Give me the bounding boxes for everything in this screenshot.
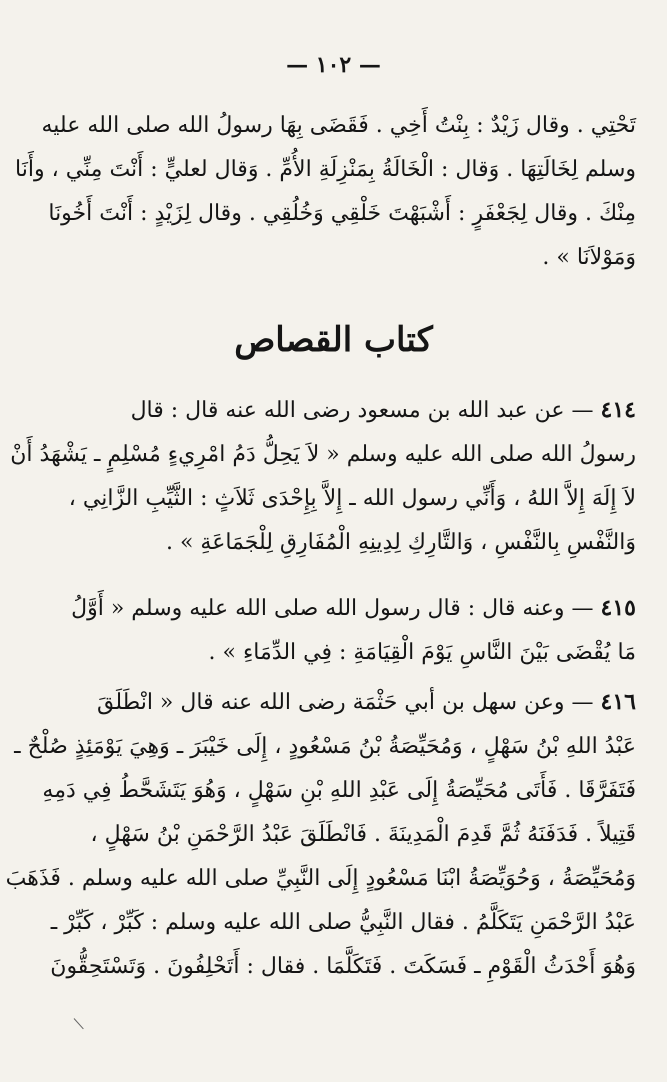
intro-line: وَمَوْلاَنَا » . — [542, 245, 636, 270]
hadith-line: وَالنَّفْسِ بِالنَّفْسِ ، وَالتَّارِكِ لِدِينِهِ الْمُفَارِقِ لِلْجَمَاعَةِ » . — [165, 530, 636, 555]
intro-paragraph — [15, 104, 636, 280]
hadith-line-text: — وعنه قال : قال رسول الله صلى الله عليه وسلم « أَوَّلُ — [71, 596, 594, 621]
hadith-line-text: — عن عبد الله بن مسعود رضى الله عنه قال : قال — [130, 398, 594, 423]
hadith-first-line — [34, 388, 636, 433]
hadith-first-line — [34, 680, 636, 725]
hadith-415 — [34, 586, 636, 675]
book-heading: كتاب القصاص — [234, 320, 433, 360]
intro-line: وسلم لِخَالَتِهَا . وَقال : الْخَالَةُ بِمَنْزِلَةِ الأُمِّ . وَقال لعليٍّ : أَنْتَ مِنِّي ، وأَنَا — [15, 157, 636, 182]
hadith-416 — [5, 680, 636, 989]
hadith-line: عَبْدُ الرَّحْمَنِ يَتَكَلَّمُ . فقال النَّبِيُّ صلى الله عليه وسلم : كَبِّرْ ، كَبِّرْ ـ — [50, 910, 636, 935]
hadith-line: فَتَفَرَّقَا . فَأَتَى مُحَيِّصَةُ إِلَى عَبْدِ اللهِ بْنِ سَهْلٍ ، وَهُوَ يَتَشَحَّطُ فِي دَمِهِ — [42, 778, 636, 803]
hadith-line: مَا يُقْضَى بَيْنَ النَّاسِ يَوْمَ الْقِيَامَةِ : فِي الدِّمَاءِ » . — [208, 640, 636, 665]
hadith-line: لاَ إِلَهَ إِلاَّ اللهُ ، وَأَنِّي رسول الله ـ إِلاَّ بِإِحْدَى ثَلاَثٍ : الثَّيِّبِ الزَّانِي ، — [68, 486, 636, 511]
page-number: — ١٠٢ — — [286, 52, 381, 78]
hadith-line: وَهُوَ أَحْدَثُ الْقَوْمِ ـ فَسَكَتَ . فَتَكَلَّمَا . فقال : أَتَحْلِفُونَ . وَتَسْتَحِقُّونَ — [50, 954, 636, 979]
hadith-line: رسولُ الله صلى الله عليه وسلم « لاَ يَحِلُّ دَمُ امْرِيءٍ مُسْلِمٍ ـ يَشْهَدُ أَنْ — [10, 442, 636, 467]
hadith-line: قَتِيلاً . فَدَفَنَهُ ثُمَّ قَدِمَ الْمَدِينَةَ . فَانْطَلَقَ عَبْدُ الرَّحْمَنِ بْنُ سَهْلٍ ، — [90, 822, 636, 847]
hadith-line-text: — وعن سهل بن أبي حَثْمَة رضى الله عنه قال « انْطَلَقَ — [97, 690, 594, 715]
hadith-first-line — [34, 586, 636, 631]
intro-line: مِنْكَ . وقال لِجَعْفَرٍ : أَشْبَهْتَ خَلْقِي وَخُلُقِي . وقال لِزَيْدٍ : أَنْتَ أَخُونَا — [48, 201, 636, 226]
hadith-414 — [10, 388, 636, 565]
hadith-number: ٤١٥ — [600, 595, 636, 621]
hadith-number: ٤١٤ — [600, 397, 636, 423]
hadith-line: وَمُحَيِّصَةُ ، وَحُوَيِّصَةُ ابْنَا مَسْعُودٍ إِلَى النَّبِيِّ صلى الله عليه وسلم . فَذَهَبَ — [5, 866, 636, 891]
intro-line: تَحْتِي . وقال زَيْدٌ : بِنْتُ أَخِي . فَقَضَى بِهَا رسولُ الله صلى الله عليه — [41, 113, 636, 138]
hadith-number: ٤١٦ — [600, 689, 636, 715]
hadith-line: عَبْدُ اللهِ بْنُ سَهْلٍ ، وَمُحَيِّصَةُ بْنُ مَسْعُودٍ ، إِلَى خَيْبَرَ ـ وَهِيَ يَوْمَئِذٍ صُلْحٌ ـ — [14, 734, 636, 759]
scan-mark — [74, 1018, 84, 1029]
